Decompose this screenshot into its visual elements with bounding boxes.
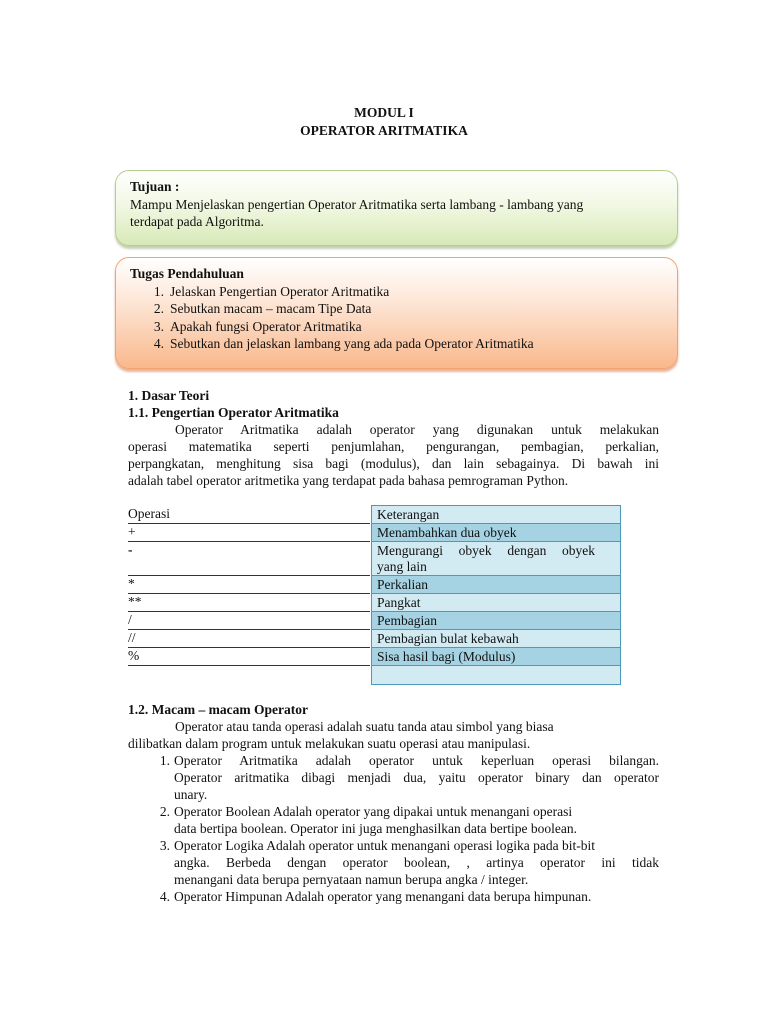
tugas-label: Tugas Pendahuluan	[130, 266, 244, 281]
tugas-list	[130, 283, 663, 353]
section2-intro-line: Operator atau tanda operasi adalah suatu tanda atau simbol yang biasa	[175, 719, 554, 734]
section1-paragraph-line: Operator Aritmatika adalah operator yang digunakan untuk melakukan	[175, 422, 659, 437]
table-cell-desc: Sisa hasil bagi (Modulus)	[371, 648, 621, 666]
table-cell-op: -	[128, 542, 370, 576]
table-cell-op: %	[128, 648, 370, 666]
page-title: OPERATOR ARITMATIKA	[300, 123, 468, 138]
section2-heading: 1.2. Macam – macam Operator	[128, 702, 308, 717]
table-header-operasi: Operasi	[128, 506, 370, 524]
section1-paragraph-line: perpangkatan, menghitung sisa bagi (modulus), dan lain sebagainya. Di bawah ini	[128, 456, 659, 471]
table-cell-op: /	[128, 612, 370, 630]
table-cell-desc: Pembagian	[371, 612, 621, 630]
module-number: MODUL I	[354, 105, 414, 120]
tujuan-text-line2: terdapat pada Algoritma.	[130, 214, 264, 229]
table-cell-op: *	[128, 576, 370, 594]
table-cell-desc: Pangkat	[371, 594, 621, 612]
section1-heading: 1. Dasar Teori	[128, 388, 210, 403]
tugas-item: 4. Sebutkan dan jelaskan lambang yang ada pada Operator Aritmatika	[153, 336, 534, 351]
table-cell-op: **	[128, 594, 370, 612]
section2-intro-line: dilibatkan dalam program untuk melakukan suatu operasi atau manipulasi.	[128, 736, 531, 751]
table-cell-op: +	[128, 524, 370, 542]
table-cell-desc: Mengurangi obyek dengan obyek yang lain	[371, 542, 621, 576]
section1-paragraph-line: operasi matematika seperti penjumlahan, pengurangan, pembagian, perkalian,	[128, 439, 659, 454]
tujuan-label: Tujuan :	[130, 179, 180, 194]
section1-subheading: 1.1. Pengertian Operator Aritmatika	[128, 405, 339, 420]
table-cell-empty	[371, 666, 621, 685]
tujuan-text-line1: Mampu Menjelaskan pengertian Operator Aritmatika serta lambang - lambang yang	[130, 196, 584, 212]
section1-paragraph-line: adalah tabel operator aritmetika yang terdapat pada bahasa pemrograman Python.	[128, 473, 569, 488]
tugas-box	[115, 257, 678, 369]
table-cell-op: //	[128, 630, 370, 648]
tugas-item: 3. Apakah fungsi Operator Aritmatika	[153, 318, 362, 334]
tujuan-box	[115, 170, 678, 246]
table-header-keterangan: Keterangan	[371, 505, 621, 524]
tugas-item: 1. Jelaskan Pengertian Operator Aritmatika	[153, 283, 390, 299]
table-cell-desc: Pembagian bulat kebawah	[371, 630, 621, 648]
table-cell-desc: Perkalian	[371, 576, 621, 594]
tugas-item: 2. Sebutkan macam – macam Tipe Data	[153, 301, 372, 316]
table-cell-desc: Menambahkan dua obyek	[371, 524, 621, 542]
